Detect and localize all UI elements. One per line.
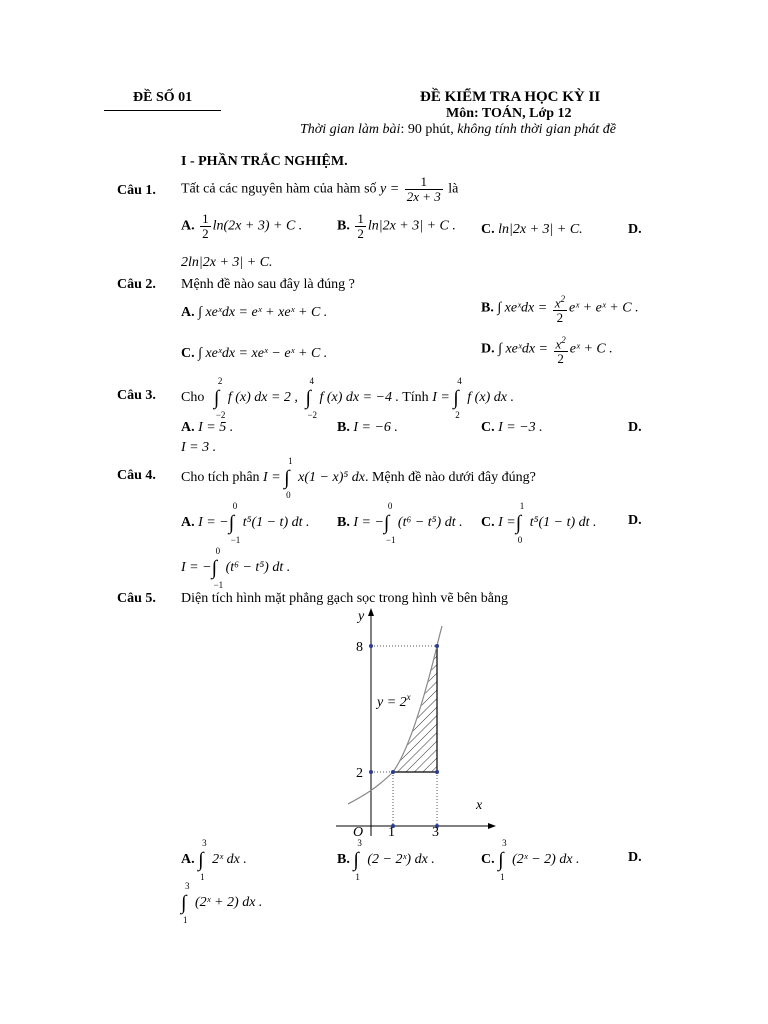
q1-option-d-expr: 2ln|2x + 3| + C.	[181, 255, 273, 270]
section-title: I - PHẦN TRẮC NGHIỆM.	[181, 154, 348, 169]
q4-option-d-label[interactable]: D.	[628, 513, 642, 528]
q3-option-d-label[interactable]: D.	[628, 420, 642, 435]
tick-1: 1	[388, 825, 395, 836]
area-figure	[336, 604, 496, 836]
tick-2: 2	[356, 766, 363, 781]
q3-text: Cho 2 ∫ −2 f (x) dx = 2 , 4 ∫ −2 f (x) dx = −4 . Tính I = 4 ∫ 2 f (x) dx .	[181, 376, 514, 420]
q2-label: Câu 2.	[117, 277, 156, 292]
q1-option-b[interactable]: B. $\frac{1}{2}$ ln|2x + 3| + C .	[337, 211, 456, 241]
q3-label: Câu 3.	[117, 388, 156, 403]
q2-option-a[interactable]: A. ∫ xeˣdx = eˣ + xeˣ + C .	[181, 305, 328, 320]
y-axis-label: y	[358, 609, 365, 624]
q1-stem-end: là	[448, 181, 459, 197]
x-axis-label: x	[476, 798, 483, 813]
q1-fraction: $\frac{1}{2x + 3}$	[406, 174, 441, 204]
header-underline	[104, 110, 221, 111]
point-3-2	[435, 770, 439, 774]
q3-option-a[interactable]: A. I = 5 .	[181, 420, 234, 435]
q3-option-c[interactable]: C. I = −3 .	[481, 420, 543, 435]
q2-option-b[interactable]: B. ∫ xeˣdx = $\frac{x^2}{2}$ eˣ + eˣ + C .	[481, 294, 639, 326]
q4-option-c[interactable]: C. I = 1 ∫ 0 t⁵(1 − t) dt .	[481, 501, 597, 545]
q4-option-b[interactable]: B. I = − 0 ∫ −1 (t⁶ − t⁵) dt .	[337, 501, 463, 545]
time-label: Thời gian làm bài	[300, 122, 401, 137]
point-1-2	[391, 770, 395, 774]
curve-label: $y = 2^x$	[377, 692, 411, 710]
q1-option-a[interactable]: A. $\frac{1}{2}$ ln(2x + 3) + C .	[181, 211, 303, 241]
q5-label: Câu 5.	[117, 591, 156, 606]
tick-8: 8	[356, 640, 363, 655]
q4-option-d-expr: I = − 0 ∫ −1 (t⁶ − t⁵) dt .	[181, 546, 291, 590]
exam-title: ĐỀ KIỂM TRA HỌC KỲ II	[420, 89, 601, 105]
exam-time	[300, 122, 616, 138]
tick-3: 3	[432, 825, 439, 836]
q5-option-d-label[interactable]: D.	[628, 850, 642, 865]
q1-text: Tất cả các nguyên hàm của hàm số y = $\frac{1}{2x + 3}$ là	[181, 174, 459, 204]
time-value: : 90 phút,	[400, 122, 458, 137]
q4-option-a[interactable]: A. I = − 0 ∫ −1 t⁵(1 − t) dt .	[181, 501, 310, 545]
q2-option-c[interactable]: C. ∫ xeˣdx = xeˣ − eˣ + C .	[181, 346, 328, 361]
x-axis-arrow	[488, 823, 496, 829]
q5-option-a[interactable]: A. 3 ∫ 1 2ˣ dx .	[181, 838, 247, 882]
point-3-8	[435, 644, 439, 648]
q3-option-b[interactable]: B. I = −6 .	[337, 420, 398, 435]
q5-option-d-expr: 3 ∫ 1 (2ˣ + 2) dx .	[181, 881, 263, 925]
q5-text: Diện tích hình mặt phẳng gạch sọc trong hình vẽ bên bằng	[181, 591, 508, 606]
q4-label: Câu 4.	[117, 468, 156, 483]
q5-option-c[interactable]: C. 3 ∫ 1 (2ˣ − 2) dx .	[481, 838, 580, 882]
q4-text: Cho tích phân I = 1 ∫ 0 x(1 − x)⁵ dx. Mệnh đề nào dưới đây đúng?	[181, 456, 536, 500]
q1-label: Câu 1.	[117, 183, 156, 198]
point-y8	[369, 644, 373, 648]
q5-option-b[interactable]: B. 3 ∫ 1 (2 − 2ˣ) dx .	[337, 838, 435, 882]
time-note: không tính thời gian phát đề	[457, 122, 616, 137]
q2-text: Mệnh đề nào sau đây là đúng ?	[181, 277, 355, 292]
q1-stem: Tất cả các nguyên hàm của hàm số	[181, 181, 377, 197]
origin-label: O	[353, 825, 364, 836]
y-axis-arrow	[368, 608, 374, 616]
exam-number: ĐỀ SỐ 01	[133, 90, 193, 105]
q1-option-c[interactable]: C. ln|2x + 3| + C.	[481, 222, 583, 237]
exam-subject: Môn: TOÁN, Lớp 12	[446, 106, 572, 121]
point-y2	[369, 770, 373, 774]
q2-option-d[interactable]: D. ∫ xeˣdx = $\frac{x^2}{2}$ eˣ + C .	[481, 335, 613, 367]
q1-option-d-label[interactable]: D.	[628, 222, 642, 237]
q3-option-d-expr: I = 3 .	[181, 440, 217, 455]
